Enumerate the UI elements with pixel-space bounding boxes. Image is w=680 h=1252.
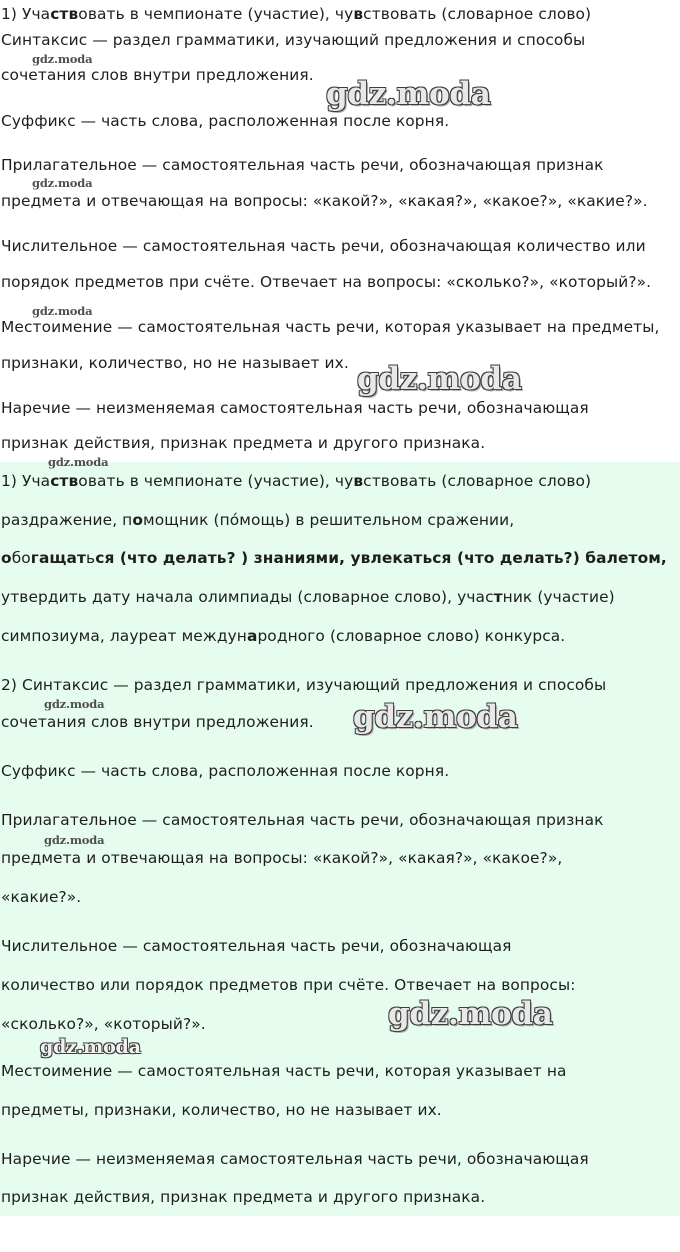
text-line: Суффикс — часть слова, расположенная после корня. — [1, 762, 450, 780]
watermark-small: gdz.moda — [44, 697, 105, 711]
text-line: количество или порядок предметов при счёте. Отвечает на вопросы: — [1, 976, 576, 994]
watermark-small: gdz.moda — [44, 833, 105, 847]
previous-answer-block — [0, 0, 680, 462]
text-line: 2) Синтаксис — раздел грамматики, изучающий предложения и способы — [1, 676, 607, 694]
watermark-small: gdz.moda — [48, 455, 109, 469]
text-line: Синтаксис — раздел грамматики, изучающий предложения и способы — [1, 31, 586, 49]
text-line: Прилагательное — самостоятельная часть речи, обозначающая признак — [1, 811, 604, 829]
text-line: Числительное — самостоятельная часть речи, обозначающая — [1, 937, 512, 955]
text-line: Прилагательное — самостоятельная часть речи, обозначающая признак — [1, 156, 604, 174]
watermark-small: gdz.moda — [32, 52, 93, 66]
watermark-large: gdz.moda — [353, 699, 518, 735]
watermark-large: gdz.moda — [326, 76, 491, 112]
text-line: предмета и отвечающая на вопросы: «какой?», «какая?», «какое?», — [1, 849, 563, 867]
text-line: сочетания слов внутри предложения. — [1, 66, 314, 84]
text-line: признак действия, признак предмета и другого признака. — [1, 434, 486, 452]
text-line: предмета и отвечающая на вопросы: «какой?», «какая?», «какое?», «какие?». — [1, 192, 648, 210]
clipped-text-line: 1) Участвовать в чемпионате (участие), чувствовать (словарное слово) — [1, 5, 592, 23]
text-line: симпозиума, лауреат международного (словарное слово) конкурса. — [1, 627, 566, 645]
text-line: сочетания слов внутри предложения. — [1, 713, 314, 731]
watermark-small: gdz.moda — [32, 304, 93, 318]
text-line: 1) Участвовать в чемпионате (участие), чувствовать (словарное слово) — [1, 472, 592, 490]
clipped-line — [0, 0, 680, 24]
text-line: признаки, количество, но не называет их. — [1, 354, 349, 372]
text-line: Наречие — неизменяемая самостоятельная часть речи, обозначающая — [1, 399, 589, 417]
text-line: «какие?». — [1, 888, 82, 906]
text-line: «сколько?», «который?». — [1, 1015, 206, 1033]
text-line: Числительное — самостоятельная часть речи, обозначающая количество или — [1, 237, 646, 255]
text-line: раздражение, помощник (по́мощь) в решительном сражении, — [1, 511, 515, 529]
watermark-medium: gdz.moda — [40, 1036, 141, 1058]
text-line: Наречие — неизменяемая самостоятельная часть речи, обозначающая — [1, 1150, 589, 1168]
text-line: Местоимение — самостоятельная часть речи, которая указывает на — [1, 1062, 567, 1080]
watermark-large: gdz.moda — [388, 996, 553, 1032]
watermark-large: gdz.moda — [357, 361, 522, 397]
text-line: предметы, признаки, количество, но не называет их. — [1, 1101, 442, 1119]
text-line: признак действия, признак предмета и другого признака. — [1, 1188, 486, 1206]
text-line: Местоимение — самостоятельная часть речи, которая указывает на предметы, — [1, 318, 660, 336]
watermark-small: gdz.moda — [32, 176, 93, 190]
text-line: порядок предметов при счёте. Отвечает на вопросы: «сколько?», «который?». — [1, 273, 652, 291]
text-line: обогащаться (что делать? ) знаниями, увлекаться (что делать?) балетом, — [1, 549, 667, 567]
text-line: Суффикс — часть слова, расположенная после корня. — [1, 112, 450, 130]
text-line: утвердить дату начала олимпиады (словарное слово), участник (участие) — [1, 588, 615, 606]
